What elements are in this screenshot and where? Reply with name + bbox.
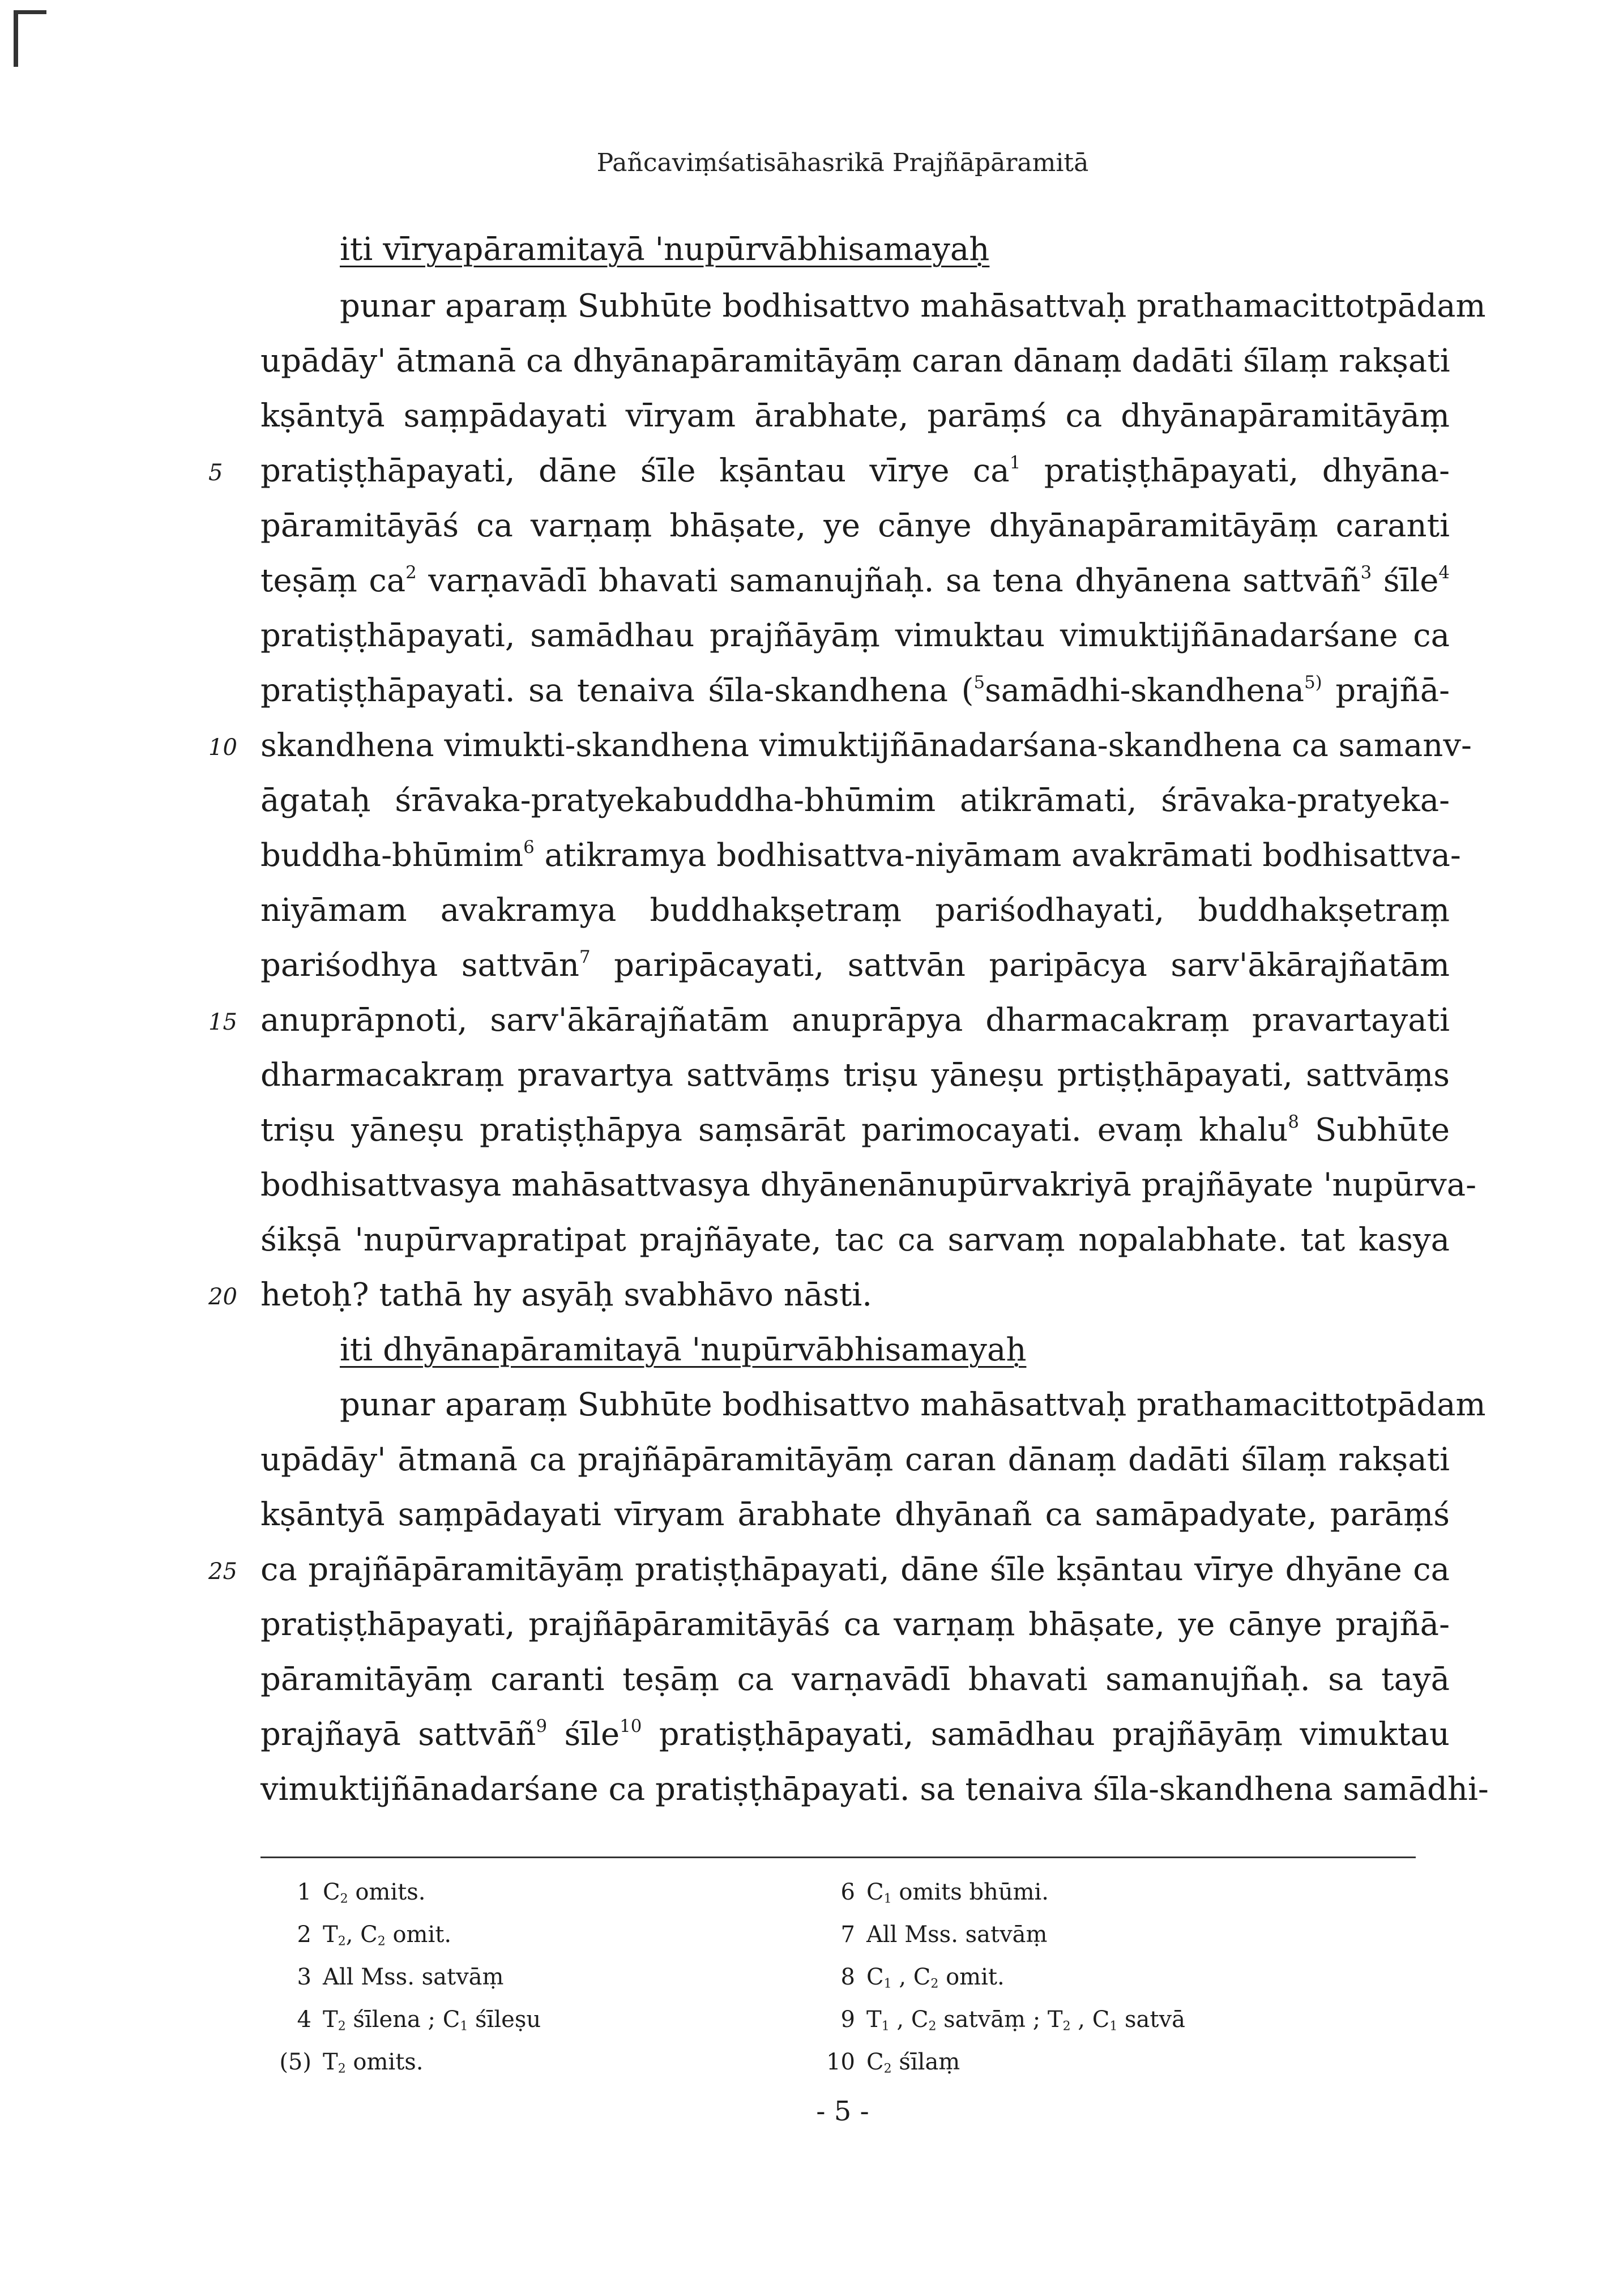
text-line: āgataḥ śrāvaka-pratyekabuddha-bhūmim atikrāmati, śrāvaka-pratyeka- — [260, 782, 1450, 819]
text-line — [260, 562, 1450, 599]
text-line: punar aparaṃ Subhūte bodhisattvo mahāsattvaḥ prathamacittotpādam — [340, 1386, 1486, 1423]
running-header: Pañcaviṃśatisāhasrikā Prajñāpāramitā — [596, 148, 1089, 177]
footnote-text: $T_1$ , $C_2$ satvāṃ ; $T_2$ , $C_1$ satvā — [866, 2007, 1185, 2034]
footnote-text: All Mss. satvāṃ — [866, 1922, 1048, 1948]
text-span: pratiṣṭhāpayati, samādhau prajñāyāṃ vimuktau — [642, 1716, 1450, 1753]
text-line — [260, 1716, 1450, 1753]
text-span: triṣu yāneṣu pratiṣṭhāpya saṃsārāt parimocayati. evaṃ khalu — [260, 1112, 1288, 1149]
text-span: atikramya bodhisattva-niyāmam avakrāmati bodhisattva- — [534, 837, 1461, 874]
line-number: 10 — [208, 735, 237, 761]
footnote-text: $T_2$ omits. — [323, 2049, 424, 2076]
text-line — [260, 398, 1450, 434]
scan-corner-mark — [12, 5, 46, 67]
footnote-number: 1 — [297, 1879, 311, 1905]
page-number: - 5 - — [816, 2096, 869, 2127]
text-span: pratiṣṭhāpayati, dāne śīle kṣāntau vīrye ca — [260, 453, 1010, 489]
text-span: śīle — [547, 1716, 620, 1753]
footnote-text: $C_1$ , $C_2$ omit. — [866, 1964, 1005, 1991]
footnote-text: $T_2$, $C_2$ omit. — [323, 1922, 452, 1949]
footnote-divider — [260, 1857, 1416, 1858]
footnote-text: All Mss. satvāṃ — [323, 1964, 504, 1990]
text-span: pratiṣṭhāpayati, dhyāna- — [1020, 453, 1450, 489]
footnote-number: 10 — [826, 2049, 855, 2075]
footnote-marker: 7 — [579, 946, 591, 967]
text-line: pratiṣṭhāpayati, prajñāpāramitāyāś ca varṇaṃ bhāṣate, ye cānye prajñā- — [260, 1606, 1450, 1643]
section-heading-virya: iti vīryapāramitayā 'nupūrvābhisamayaḥ — [340, 231, 990, 268]
line-number: 25 — [208, 1559, 237, 1585]
text-span: varṇavādī bhavati samanujñaḥ. sa tena dhyānena sattvāñ — [416, 562, 1361, 599]
footnote-number: 3 — [297, 1964, 311, 1990]
section-heading-dhyana: iti dhyānapāramitayā 'nupūrvābhisamayaḥ — [340, 1331, 1027, 1368]
text-span: paripācayati, sattvān paripācya sarv'ākārajñatām — [590, 947, 1450, 984]
text-span: teṣāṃ ca — [260, 562, 406, 599]
footnote-marker: 10 — [620, 1715, 642, 1736]
text-line: hetoḥ? tathā hy asyāḥ svabhāvo nāsti. — [260, 1277, 873, 1313]
line-number: 5 — [208, 460, 223, 486]
line-number: 15 — [208, 1009, 237, 1035]
text-line: bodhisattvasya mahāsattvasya dhyānenānupūrvakriyā prajñāyate 'nupūrva- — [260, 1167, 1477, 1204]
text-span: prajñayā sattvāñ — [260, 1716, 536, 1753]
footnote-number: (5) — [279, 2049, 311, 2075]
footnote-marker: 9 — [536, 1715, 548, 1736]
text-line: pratiṣṭhāpayati, samādhau prajñāyāṃ vimuktau vimuktijñānadarśane ca — [260, 617, 1450, 654]
footnote-marker: 4 — [1438, 562, 1450, 583]
text-line — [260, 837, 1461, 874]
text-line — [260, 947, 1450, 984]
text-line: upādāy' ātmanā ca dhyānapāramitāyāṃ caran dānaṃ dadāti śīlaṃ rakṣati — [260, 343, 1450, 379]
text-span: pariśodhya sattvān — [260, 947, 579, 984]
text-line — [260, 672, 1450, 709]
text-line: śikṣā 'nupūrvapratipat prajñāyate, tac ca sarvaṃ nopalabhate. tat kasya — [260, 1222, 1450, 1258]
text-span: śīle — [1372, 562, 1439, 599]
footnote-marker: 3 — [1360, 562, 1372, 583]
text-line — [260, 453, 1450, 489]
text-span: kṣāntyā saṃpādayati vīryam ārabhate, parāṃś ca dhyānapāramitāyāṃ — [260, 398, 1450, 434]
text-line: ca prajñāpāramitāyāṃ pratiṣṭhāpayati, dāne śīle kṣāntau vīrye dhyāne ca — [260, 1551, 1450, 1588]
footnote-marker: 1 — [1009, 452, 1021, 473]
text-line: vimuktijñānadarśane ca pratiṣṭhāpayati. sa tenaiva śīla-skandhena samādhi- — [260, 1771, 1489, 1808]
text-line: pāramitāyāṃ caranti teṣāṃ ca varṇavādī bhavati samanujñaḥ. sa tayā — [260, 1661, 1450, 1698]
text-line: upādāy' ātmanā ca prajñāpāramitāyāṃ caran dānaṃ dadāti śīlaṃ rakṣati — [260, 1441, 1450, 1478]
text-span: buddha-bhūmim — [260, 837, 524, 874]
text-line: kṣāntyā saṃpādayati vīryam ārabhate dhyānañ ca samāpadyate, parāṃś — [260, 1496, 1450, 1533]
footnote-number: 8 — [840, 1964, 855, 1990]
text-line: dharmacakraṃ pravartya sattvāṃs triṣu yāneṣu prtiṣṭhāpayati, sattvāṃs — [260, 1057, 1450, 1094]
footnote-text: $C_2$ omits. — [323, 1879, 426, 1906]
text-line: niyāmam avakramya buddhakṣetraṃ pariśodhayati, buddhakṣetraṃ — [260, 892, 1450, 929]
text-span: prajñā- — [1322, 672, 1450, 709]
text-span: Subhūte — [1299, 1112, 1450, 1149]
text-line — [260, 1112, 1450, 1149]
footnote-marker: 2 — [405, 562, 417, 583]
footnote-text: $C_2$ śīlaṃ — [866, 2049, 960, 2076]
footnote-number: 2 — [297, 1922, 311, 1948]
text-line: punar aparaṃ Subhūte bodhisattvo mahāsattvaḥ prathamacittotpādam — [340, 288, 1486, 325]
text-line: skandhena vimukti-skandhena vimuktijñānadarśana-skandhena ca samanv- — [260, 727, 1472, 764]
footnote-number: 7 — [840, 1922, 855, 1948]
footnote-marker: 5 — [973, 672, 985, 693]
text-line: anuprāpnoti, sarv'ākārajñatām anuprāpya dharmacakraṃ pravartayati — [260, 1002, 1450, 1039]
footnote-number: 9 — [840, 2007, 855, 2033]
footnote-text: $T_2$ śīlena ; $C_1$ śīleṣu — [323, 2007, 541, 2034]
footnote-marker: 5) — [1304, 672, 1322, 693]
footnote-number: 6 — [840, 1879, 855, 1905]
text-span: samādhi-skandhena — [985, 672, 1305, 709]
text-span: pratiṣṭhāpayati. sa tenaiva śīla-skandhena ( — [260, 672, 974, 709]
line-number: 20 — [208, 1284, 237, 1310]
footnote-number: 4 — [297, 2007, 311, 2033]
text-line: pāramitāyāś ca varṇaṃ bhāṣate, ye cānye dhyānapāramitāyāṃ caranti — [260, 507, 1450, 544]
footnote-text: $C_1$ omits bhūmi. — [866, 1879, 1049, 1906]
footnote-marker: 8 — [1288, 1111, 1299, 1132]
footnote-marker: 6 — [523, 837, 535, 857]
